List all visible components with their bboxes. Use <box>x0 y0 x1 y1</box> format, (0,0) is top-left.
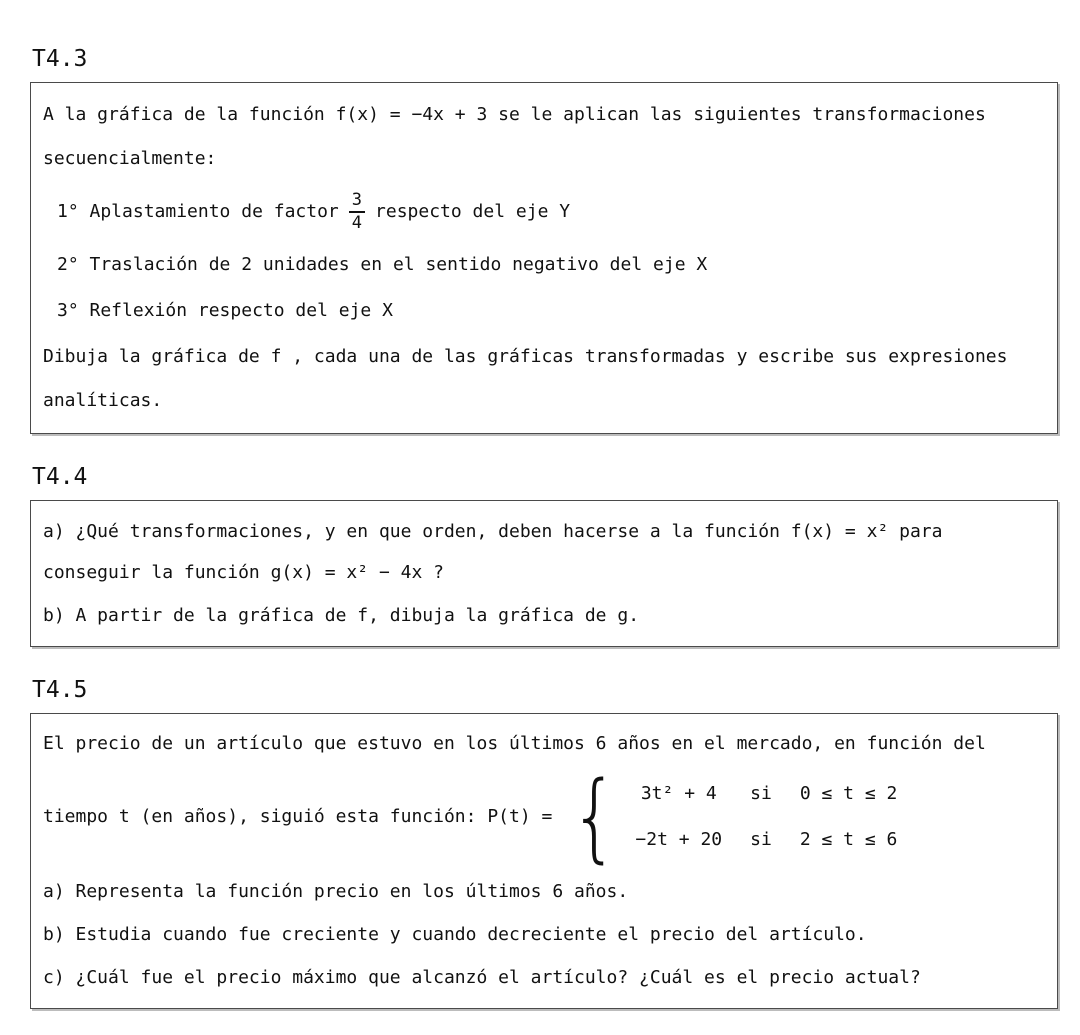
t45-piecewise-definition <box>43 761 1047 873</box>
exercise-t44-label: T4.4 <box>32 464 88 490</box>
piecewise-row1-expression: 3t² + 4 <box>640 783 717 804</box>
piecewise-row2-condition: 2 ≤ t ≤ 6 <box>799 829 898 850</box>
t43-step-1 <box>43 184 1047 240</box>
t43-outro-text: Dibuja la gráfica de f , cada una de las gráficas transformadas y escribe sus expresiones analíticas. <box>43 346 1008 411</box>
t43-step-1-post: respecto del eje Y <box>375 201 571 222</box>
exercise-t45 <box>30 677 1058 1009</box>
exercise-t44 <box>30 464 1058 647</box>
t45-func-pre: tiempo t (en años), siguió esta función: P(t) = <box>43 806 553 827</box>
exercise-t45-box <box>30 713 1058 1009</box>
exercise-t44-box <box>30 500 1058 647</box>
t43-step-1-pre: 1° Aplastamiento de factor <box>57 201 339 222</box>
piecewise-row1-si: si <box>750 783 772 804</box>
t45-intro-text: El precio de un artículo que estuvo en los últimos 6 años en el mercado, en función del <box>43 733 986 754</box>
piecewise-cases <box>635 779 897 855</box>
piecewise-row2-expression: −2t + 20 <box>635 829 723 850</box>
t44-item-a: a) ¿Qué transformaciones, y en que orden, deben hacerse a la función f(x) = x² para conseguir la función g(x) = x² − 4x ? <box>43 521 943 583</box>
t43-intro-text: A la gráfica de la función f(x) = −4x + 3 se le aplican las siguientes transformaciones secuencialmente: <box>43 104 986 169</box>
exercise-t43-label: T4.3 <box>32 46 88 72</box>
exercise-t43 <box>30 46 1058 434</box>
t43-step-2: 2° Traslación de 2 unidades en el sentido negativo del eje X <box>57 254 708 275</box>
piecewise-row1-condition: 0 ≤ t ≤ 2 <box>799 783 898 804</box>
t45-item-c: c) ¿Cuál fue el precio máximo que alcanzó el artículo? ¿Cuál es el precio actual? <box>43 967 921 988</box>
exercise-t43-box <box>30 82 1058 434</box>
piecewise-row2-si: si <box>750 829 772 850</box>
left-brace-symbol: { <box>570 761 620 873</box>
t45-item-b: b) Estudia cuando fue creciente y cuando decreciente el precio del artículo. <box>43 924 867 945</box>
t45-item-a: a) Representa la función precio en los últimos 6 años. <box>43 881 629 902</box>
fraction-denominator: 4 <box>349 211 365 234</box>
fraction-numerator: 3 <box>351 190 363 210</box>
t44-item-b: b) A partir de la gráfica de f, dibuja la gráfica de g. <box>43 605 640 626</box>
t43-step-3: 3° Reflexión respecto del eje X <box>57 300 393 321</box>
exercise-t45-label: T4.5 <box>32 677 88 703</box>
fraction-three-quarters <box>349 190 365 234</box>
